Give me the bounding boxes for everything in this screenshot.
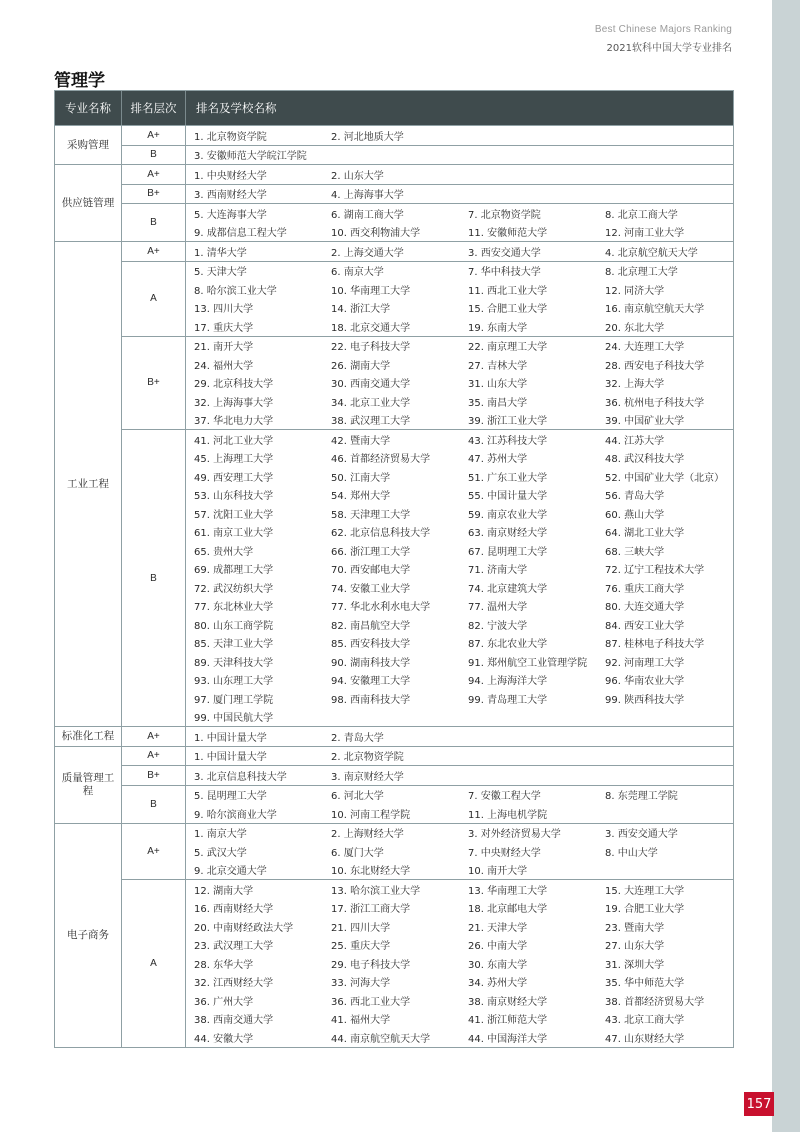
school-entry: 63. 南京财经大学 [468,528,548,540]
school-entry: 96. 华南农业大学 [605,676,685,688]
school-entry: 12. 河南工业大学 [605,228,685,240]
table-row [194,299,733,318]
major-group [55,125,733,164]
ranking-rows [186,146,733,165]
school-entry: 34. 苏州大学 [468,978,528,990]
school-entry: 64. 湖北工业大学 [605,528,685,540]
school-entry: 56. 青岛大学 [605,491,665,503]
school-entry: 33. 河海大学 [331,978,391,990]
school-entry: 69. 成都理工大学 [194,565,274,577]
ranking-rows [186,727,733,746]
tier-label: B+ [122,766,186,785]
major-group [55,726,733,746]
major-group [55,241,733,726]
school-entry: 13. 四川大学 [194,304,254,316]
school-entry: 12. 湖南大学 [194,885,254,897]
school-entry: 2. 北京物资学院 [331,752,404,764]
table-row [194,804,733,823]
table-row [194,747,733,766]
tier-block [122,785,733,823]
school-entry: 2. 山东大学 [331,170,384,182]
major-name: 标准化工程 [55,727,122,746]
table-row [194,973,733,992]
tier-label: A+ [122,165,186,184]
ranking-rows [186,126,733,145]
school-entry: 2. 上海交通大学 [331,247,404,259]
school-entry: 8. 中山大学 [605,847,658,859]
school-entry: 97. 厦门理工学院 [194,694,274,706]
school-entry: 92. 河南理工大学 [605,657,685,669]
school-entry: 12. 同济大学 [605,285,665,297]
school-entry: 3. 安徽师范大学皖江学院 [194,151,307,163]
school-entry: 46. 首都经济贸易大学 [331,454,431,466]
school-entry: 58. 天津理工大学 [331,509,411,521]
school-entry: 18. 北京邮电大学 [468,904,548,916]
school-entry: 15. 合肥工业大学 [468,304,548,316]
tier-list [122,747,733,823]
school-entry: 6. 河北大学 [331,791,384,803]
school-entry: 5. 天津大学 [194,267,247,279]
school-entry: 3. 西安交通大学 [468,247,541,259]
school-entry: 10. 南开大学 [468,866,528,878]
table-row [194,430,733,449]
school-entry: 34. 北京工业大学 [331,397,411,409]
school-entry: 25. 重庆大学 [331,941,391,953]
school-entry: 94. 安徽理工大学 [331,676,411,688]
school-entry: 7. 安徽工程大学 [468,791,541,803]
ranking-rows [186,242,733,261]
school-entry: 91. 郑州航空工业管理学院 [468,657,588,669]
school-entry: 54. 郑州大学 [331,491,391,503]
school-entry: 31. 山东大学 [468,379,528,391]
tier-block [122,261,733,336]
school-entry: 85. 西安科技大学 [331,639,411,651]
table-row [194,597,733,616]
school-entry: 32. 上海海事大学 [194,397,274,409]
school-entry: 14. 浙江大学 [331,304,391,316]
table-row [194,355,733,374]
school-entry: 31. 深圳大学 [605,959,665,971]
school-entry: 47. 山东财经大学 [605,1033,685,1045]
table-row [194,449,733,468]
school-entry: 67. 昆明理工大学 [468,546,548,558]
school-entry: 3. 对外经济贸易大学 [468,829,561,841]
tier-label: A [122,880,186,1047]
column-header-ranking: 排名及学校名称 [196,101,277,115]
school-entry: 26. 湖南大学 [331,360,391,372]
tier-label: A+ [122,126,186,145]
ranking-rows [186,747,733,766]
school-entry: 41. 河北工业大学 [194,435,274,447]
ranking-rows [186,786,733,823]
school-entry: 90. 湖南科技大学 [331,657,411,669]
school-entry: 47. 苏州大学 [468,454,528,466]
school-entry: 1. 中央财经大学 [194,170,267,182]
school-entry: 2. 河北地质大学 [331,131,404,143]
school-entry: 99. 陕西科技大学 [605,694,685,706]
tier-block [122,429,733,726]
school-entry: 13. 华南理工大学 [468,885,548,897]
section-title: 管理学 [54,71,105,91]
running-header-english: Best Chinese Majors Ranking [594,24,732,35]
table-row [194,317,733,336]
table-row [194,880,733,899]
school-entry: 6. 厦门大学 [331,847,384,859]
school-entry: 32. 上海大学 [605,379,665,391]
table-row [194,262,733,281]
school-entry: 9. 成都信息工程大学 [194,228,287,240]
school-entry: 74. 北京建筑大学 [468,583,548,595]
school-entry: 1. 清华大学 [194,247,247,259]
school-entry: 82. 宁波大学 [468,620,528,632]
table-row [194,991,733,1010]
column-header-major: 专业名称 [55,91,122,125]
school-entry: 10. 华南理工大学 [331,285,411,297]
table-row [194,126,733,145]
school-entry: 35. 南昌大学 [468,397,528,409]
school-entry: 29. 北京科技大学 [194,379,274,391]
ranking-rows [186,430,733,726]
school-entry: 4. 上海海事大学 [331,190,404,202]
school-entry: 39. 浙江工业大学 [468,416,548,428]
table-row [194,689,733,708]
table-row [194,560,733,579]
school-entry: 5. 昆明理工大学 [194,791,267,803]
school-entry: 50. 江南大学 [331,472,391,484]
school-entry: 49. 西安理工大学 [194,472,274,484]
table-row [194,1010,733,1029]
school-entry: 42. 暨南大学 [331,435,391,447]
major-name: 供应链管理 [55,165,122,241]
table-row [194,899,733,918]
tier-label: A [122,262,186,336]
tier-block [122,336,733,430]
tier-label: B [122,786,186,823]
table-row [194,786,733,805]
school-entry: 80. 大连交通大学 [605,602,685,614]
school-entry: 76. 重庆工商大学 [605,583,685,595]
tier-list [122,126,733,164]
school-entry: 89. 天津科技大学 [194,657,274,669]
school-entry: 44. 江苏大学 [605,435,665,447]
school-entry: 35. 华中师范大学 [605,978,685,990]
major-name: 采购管理 [55,126,122,164]
table-row [194,280,733,299]
school-entry: 7. 中央财经大学 [468,847,541,859]
school-entry: 30. 东南大学 [468,959,528,971]
table-row [194,842,733,861]
school-entry: 6. 南京大学 [331,267,384,279]
table-row [194,1028,733,1047]
table-row [194,615,733,634]
school-entry: 9. 哈尔滨商业大学 [194,809,277,821]
school-entry: 8. 北京工商大学 [605,209,678,221]
table-row [194,165,733,184]
school-entry: 27. 吉林大学 [468,360,528,372]
school-entry: 10. 河南工程学院 [331,809,411,821]
school-entry: 82. 南昌航空大学 [331,620,411,632]
school-entry: 11. 西北工业大学 [468,285,548,297]
tier-block [122,242,733,261]
school-entry: 3. 北京信息科技大学 [194,771,287,783]
school-entry: 28. 东华大学 [194,959,254,971]
school-entry: 72. 武汉纺织大学 [194,583,274,595]
school-entry: 44. 中国海洋大学 [468,1033,548,1045]
school-entry: 38. 首都经济贸易大学 [605,996,705,1008]
school-entry: 18. 北京交通大学 [331,322,411,334]
tier-block [122,184,733,204]
table-row [194,467,733,486]
ranking-rows [186,824,733,880]
school-entry: 26. 中南大学 [468,941,528,953]
ranking-rows [186,766,733,785]
school-entry: 2. 上海财经大学 [331,829,404,841]
tier-block [122,203,733,241]
table-row [194,392,733,411]
school-entry: 29. 电子科技大学 [331,959,411,971]
table-row [194,727,733,746]
school-entry: 53. 山东科技大学 [194,491,274,503]
table-row [194,374,733,393]
school-entry: 17. 重庆大学 [194,322,254,334]
school-entry: 77. 华北水利水电大学 [331,602,431,614]
school-entry: 21. 天津大学 [468,922,528,934]
school-entry: 98. 西南科技大学 [331,694,411,706]
school-entry: 22. 南京理工大学 [468,342,548,354]
ranking-rows [186,880,733,1047]
tier-label: A+ [122,824,186,880]
tier-list [122,165,733,241]
school-entry: 52. 中国矿业大学（北京） [605,472,725,484]
table-row [194,223,733,242]
tier-block [122,126,733,145]
school-entry: 70. 西安邮电大学 [331,565,411,577]
school-entry: 85. 天津工业大学 [194,639,274,651]
school-entry: 99. 青岛理工大学 [468,694,548,706]
table-row [194,486,733,505]
school-entry: 84. 西安工业大学 [605,620,685,632]
tier-label: B [122,430,186,726]
school-entry: 1. 北京物资学院 [194,131,267,143]
school-entry: 60. 燕山大学 [605,509,665,521]
school-entry: 71. 济南大学 [468,565,528,577]
school-entry: 3. 南京财经大学 [331,771,404,783]
table-row [194,766,733,785]
tier-label: B+ [122,185,186,204]
page-number: 157 [744,1092,774,1116]
school-entry: 24. 福州大学 [194,360,254,372]
running-header-chinese: 2021软科中国大学专业排名 [606,43,732,54]
school-entry: 43. 江苏科技大学 [468,435,548,447]
school-entry: 30. 西南交通大学 [331,379,411,391]
tier-label: B [122,204,186,241]
tier-block [122,747,733,766]
school-entry: 48. 武汉科技大学 [605,454,685,466]
school-entry: 8. 北京理工大学 [605,267,678,279]
school-entry: 19. 东南大学 [468,322,528,334]
tier-label: A+ [122,727,186,746]
school-entry: 8. 哈尔滨工业大学 [194,285,277,297]
school-entry: 10. 东北财经大学 [331,866,411,878]
tier-label: A+ [122,242,186,261]
school-entry: 87. 桂林电子科技大学 [605,639,705,651]
tier-block [122,727,733,746]
school-entry: 4. 北京航空航天大学 [605,247,698,259]
school-entry: 37. 华北电力大学 [194,416,274,428]
school-entry: 23. 暨南大学 [605,922,665,934]
school-entry: 44. 安徽大学 [194,1033,254,1045]
school-entry: 38. 南京财经大学 [468,996,548,1008]
tier-label: B+ [122,337,186,430]
table-row [194,861,733,880]
ranking-table [54,90,734,1048]
school-entry: 77. 温州大学 [468,602,528,614]
table-body [55,125,733,1047]
school-entry: 41. 浙江师范大学 [468,1015,548,1027]
tier-list [122,824,733,1047]
ranking-rows [186,185,733,204]
table-row [194,411,733,430]
school-entry: 39. 中国矿业大学 [605,416,685,428]
school-entry: 2. 青岛大学 [331,732,384,744]
table-row [194,185,733,204]
tier-list [122,727,733,746]
school-entry: 65. 贵州大学 [194,546,254,558]
school-entry: 27. 山东大学 [605,941,665,953]
tier-list [122,242,733,726]
school-entry: 55. 中国计量大学 [468,491,548,503]
school-entry: 93. 山东理工大学 [194,676,274,688]
school-entry: 24. 大连理工大学 [605,342,685,354]
table-row [194,652,733,671]
school-entry: 57. 沈阳工业大学 [194,509,274,521]
tier-block [122,145,733,165]
tier-block [122,879,733,1047]
school-entry: 80. 山东工商学院 [194,620,274,632]
major-group [55,746,733,823]
school-entry: 6. 湖南工商大学 [331,209,404,221]
school-entry: 36. 杭州电子科技大学 [605,397,705,409]
table-row [194,634,733,653]
major-name: 质量管理工程 [55,747,122,823]
school-entry: 99. 中国民航大学 [194,713,274,725]
table-row [194,936,733,955]
school-entry: 7. 北京物资学院 [468,209,541,221]
major-name: 工业工程 [55,242,122,726]
school-entry: 22. 电子科技大学 [331,342,411,354]
school-entry: 10. 西交利物浦大学 [331,228,421,240]
school-entry: 1. 中国计量大学 [194,752,267,764]
school-entry: 9. 北京交通大学 [194,866,267,878]
school-entry: 41. 福州大学 [331,1015,391,1027]
school-entry: 62. 北京信息科技大学 [331,528,431,540]
school-entry: 1. 南京大学 [194,829,247,841]
ranking-rows [186,165,733,184]
table-row [194,337,733,356]
table-row [194,708,733,727]
school-entry: 3. 西南财经大学 [194,190,267,202]
school-entry: 68. 三峡大学 [605,546,665,558]
school-entry: 32. 江西财经大学 [194,978,274,990]
column-header-tier: 排名层次 [122,91,186,125]
table-row [194,917,733,936]
major-group [55,823,733,1047]
school-entry: 17. 浙江工商大学 [331,904,411,916]
table-row [194,541,733,560]
school-entry: 72. 辽宁工程技术大学 [605,565,705,577]
school-entry: 59. 南京农业大学 [468,509,548,521]
school-entry: 77. 东北林业大学 [194,602,274,614]
school-entry: 38. 西南交通大学 [194,1015,274,1027]
ranking-rows [186,337,733,430]
school-entry: 16. 南京航空航天大学 [605,304,705,316]
school-entry: 23. 武汉理工大学 [194,941,274,953]
table-row [194,954,733,973]
school-entry: 87. 东北农业大学 [468,639,548,651]
side-color-bar [772,0,800,1132]
school-entry: 66. 浙江理工大学 [331,546,411,558]
major-group [55,164,733,241]
major-name: 电子商务 [55,824,122,1047]
school-entry: 7. 华中科技大学 [468,267,541,279]
school-entry: 61. 南京工业大学 [194,528,274,540]
school-entry: 43. 北京工商大学 [605,1015,685,1027]
table-row [194,146,733,165]
school-entry: 5. 大连海事大学 [194,209,267,221]
school-entry: 20. 中南财经政法大学 [194,922,294,934]
school-entry: 16. 西南财经大学 [194,904,274,916]
table-row [194,671,733,690]
table-row [194,824,733,843]
school-entry: 8. 东莞理工学院 [605,791,678,803]
school-entry: 5. 武汉大学 [194,847,247,859]
school-entry: 1. 中国计量大学 [194,732,267,744]
table-row [194,242,733,261]
school-entry: 11. 上海电机学院 [468,809,548,821]
ranking-rows [186,204,733,241]
school-entry: 36. 西北工业大学 [331,996,411,1008]
school-entry: 3. 西安交通大学 [605,829,678,841]
table-row [194,204,733,223]
school-entry: 21. 四川大学 [331,922,391,934]
tier-label: B [122,146,186,165]
school-entry: 19. 合肥工业大学 [605,904,685,916]
school-entry: 21. 南开大学 [194,342,254,354]
school-entry: 20. 东北大学 [605,322,665,334]
table-header [55,91,733,125]
ranking-rows [186,262,733,336]
school-entry: 28. 西安电子科技大学 [605,360,705,372]
school-entry: 45. 上海理工大学 [194,454,274,466]
school-entry: 38. 武汉理工大学 [331,416,411,428]
school-entry: 74. 安徽工业大学 [331,583,411,595]
school-entry: 36. 广州大学 [194,996,254,1008]
school-entry: 51. 广东工业大学 [468,472,548,484]
tier-label: A+ [122,747,186,766]
tier-block [122,765,733,785]
tier-block [122,824,733,880]
tier-block [122,165,733,184]
school-entry: 11. 安徽师范大学 [468,228,548,240]
table-row [194,523,733,542]
school-entry: 13. 哈尔滨工业大学 [331,885,421,897]
school-entry: 94. 上海海洋大学 [468,676,548,688]
table-row [194,578,733,597]
table-row [194,504,733,523]
school-entry: 44. 南京航空航天大学 [331,1033,431,1045]
school-entry: 15. 大连理工大学 [605,885,685,897]
